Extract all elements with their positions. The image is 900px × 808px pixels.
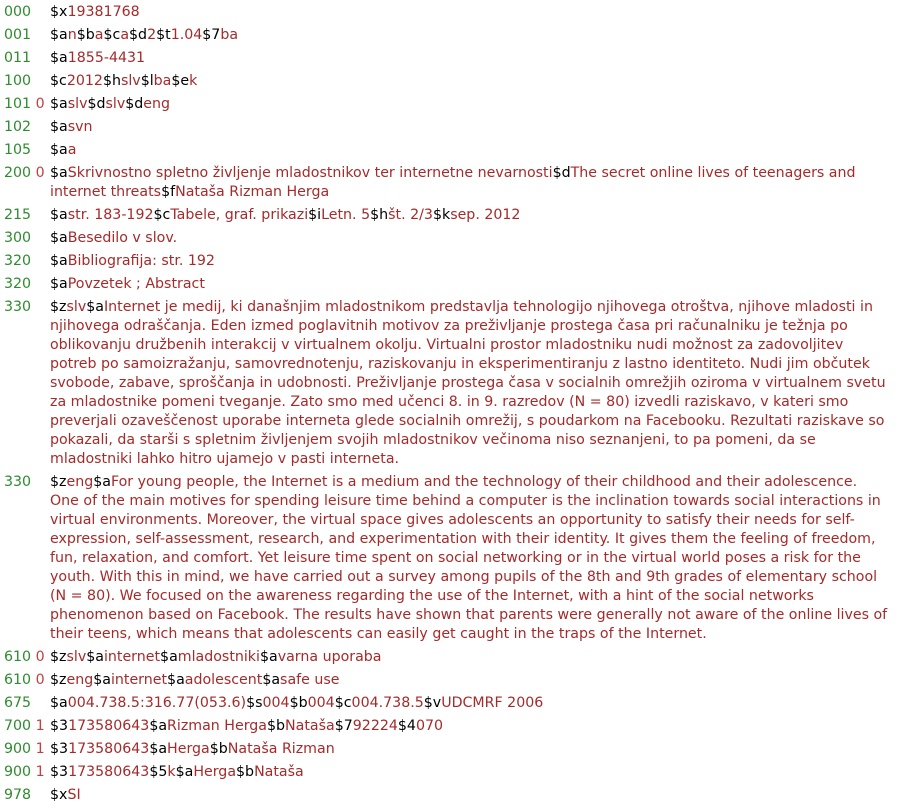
marc-field-row xyxy=(0,164,900,202)
marc-field-row xyxy=(0,275,900,294)
field-tag-number: 200 xyxy=(4,165,32,181)
subfield-value: Povzetek ; Abstract xyxy=(67,276,205,292)
subfield-value: št. 2/3 xyxy=(388,207,433,223)
subfield-value: Herga xyxy=(193,764,237,780)
subfield-value: 1.04 xyxy=(170,27,203,43)
subfield-value: sep. 2012 xyxy=(450,207,521,223)
subfield-code: $a xyxy=(160,649,178,665)
subfield-code: $b xyxy=(236,764,255,780)
subfield-code: $b xyxy=(209,741,228,757)
subfield-code: $v xyxy=(423,695,442,711)
subfield-value: varna uporaba xyxy=(277,649,382,665)
subfield-code: $z xyxy=(50,649,67,665)
subfield-code: $k xyxy=(432,207,451,223)
marc-field-row xyxy=(0,648,900,667)
marc-field-row xyxy=(0,717,900,736)
subfield-value: k xyxy=(189,73,198,89)
field-tag xyxy=(0,95,50,114)
subfield-code: $d xyxy=(552,165,571,181)
subfield-code: $b xyxy=(267,718,286,734)
subfield-value: eng xyxy=(143,96,171,112)
field-content xyxy=(50,72,900,91)
field-indicator: 0 xyxy=(31,165,45,181)
field-tag-number: 610 xyxy=(4,672,32,688)
subfield-value: slv xyxy=(67,96,88,112)
field-tag-number: 011 xyxy=(4,50,32,66)
marc-field-row xyxy=(0,694,900,713)
marc-field-row xyxy=(0,740,900,759)
field-content xyxy=(50,49,900,68)
subfield-code: $a xyxy=(259,649,278,665)
subfield-value: n xyxy=(67,27,77,43)
marc-field-row xyxy=(0,26,900,45)
field-content xyxy=(50,118,900,137)
subfield-code: $h xyxy=(370,207,389,223)
subfield-code: $c xyxy=(153,207,171,223)
field-tag xyxy=(0,786,50,805)
field-tag xyxy=(0,763,50,782)
field-tag-number: 300 xyxy=(4,230,32,246)
subfield-code: $a xyxy=(50,142,68,158)
field-tag-number: 100 xyxy=(4,73,32,89)
field-indicator: 1 xyxy=(31,764,45,780)
subfield-value: ba xyxy=(153,73,172,89)
subfield-value: str. 183-192 xyxy=(67,207,154,223)
subfield-code: $s xyxy=(246,695,263,711)
field-tag-number: 320 xyxy=(4,253,32,269)
field-content xyxy=(50,763,900,782)
subfield-value: 070 xyxy=(415,718,444,734)
subfield-value: 173580643 xyxy=(68,741,150,757)
field-tag xyxy=(0,740,50,759)
field-indicator: 0 xyxy=(31,96,45,112)
field-tag xyxy=(0,694,50,713)
subfield-value: a xyxy=(67,142,77,158)
field-tag-number: 675 xyxy=(4,695,32,711)
subfield-value: Internet je medij, ki današnjim mladostnikom predstavlja tehnologijo njihovega otroštva, njihove mladosti in njihovega odraščanja. Eden izmed poglavitnih motivov za preživljanje prostega časa pri računalniku je težnja po oblikovanju družbenih interakcij v virtualnem okolju. Virtualni prostor mladostniku nudi možnost za zadovoljitev potreb po samoizražanju, samovrednotenju, raziskovanju in eksperimentiranju z lastno identiteto. Nudi jim občutek svobode, zabave, sproščanja in udobnosti. Preživljanje prostega časa v socialnih omrežjih oziroma v virtualnem svetu za mladostnike pomeni tveganje. Zato smo med učenci 8. in 9. razredov (N = 80) izvedli raziskavo, v kateri smo preverjali ozaveščenost uporabe interneta glede socialnih omrežij, s poudarkom na Facebooku. Rezultati raziskave so pokazali, da starši s spletnim življenjem svojih mladostnikov večinoma niso seznanjeni, to pa pomeni, da se mladostniki lahko hitro ujamejo v pasti interneta. xyxy=(50,299,886,467)
field-tag-number: 330 xyxy=(4,299,32,315)
subfield-value: ba xyxy=(220,27,239,43)
subfield-code: $c xyxy=(50,73,67,89)
subfield-value: Skrivnostno spletno življenje mladostnikov ter internetne nevarnosti xyxy=(67,165,553,181)
field-tag xyxy=(0,298,50,317)
subfield-code: $3 xyxy=(50,718,69,734)
field-content xyxy=(50,252,900,271)
subfield-code: $a xyxy=(86,299,104,315)
subfield-code: $a xyxy=(86,649,104,665)
field-content xyxy=(50,473,900,644)
field-indicator: 1 xyxy=(31,718,45,734)
subfield-value: 173580643 xyxy=(68,764,150,780)
subfield-value: a xyxy=(120,27,130,43)
subfield-code: $c xyxy=(334,695,352,711)
field-tag-number: 102 xyxy=(4,119,32,135)
subfield-code: $3 xyxy=(50,741,69,757)
subfield-value: Rizman Herga xyxy=(167,718,267,734)
subfield-code: $3 xyxy=(50,764,69,780)
field-tag xyxy=(0,49,50,68)
subfield-code: $h xyxy=(102,73,121,89)
field-tag-number: 610 xyxy=(4,649,32,665)
field-content xyxy=(50,26,900,45)
subfield-value: 19381768 xyxy=(67,4,140,20)
marc-field-row xyxy=(0,671,900,690)
subfield-value: Nataša xyxy=(285,718,335,734)
subfield-code: $x xyxy=(50,4,68,20)
field-tag xyxy=(0,206,50,225)
subfield-value: internet xyxy=(103,649,161,665)
field-content xyxy=(50,717,900,736)
field-tag xyxy=(0,26,50,45)
subfield-code: $7 xyxy=(202,27,221,43)
subfield-value: k xyxy=(167,764,176,780)
field-tag-number: 330 xyxy=(4,474,32,490)
subfield-value: 2012 xyxy=(66,73,103,89)
subfield-value: Nataša Rizman Herga xyxy=(175,184,330,200)
subfield-value: 004.738.5 xyxy=(351,695,424,711)
field-tag xyxy=(0,717,50,736)
subfield-code: $l xyxy=(140,73,154,89)
subfield-code: $a xyxy=(50,119,68,135)
marc-field-row xyxy=(0,118,900,137)
field-content xyxy=(50,141,900,160)
field-indicator: 0 xyxy=(31,672,45,688)
field-tag-number: 105 xyxy=(4,142,32,158)
field-indicator: 0 xyxy=(31,649,45,665)
field-tag xyxy=(0,141,50,160)
subfield-code: $a xyxy=(50,695,68,711)
subfield-code: $t xyxy=(156,27,171,43)
subfield-value: 173580643 xyxy=(68,718,150,734)
subfield-value: UDCMRF 2006 xyxy=(441,695,544,711)
subfield-value: slv xyxy=(120,73,141,89)
subfield-value: adolescent xyxy=(184,672,263,688)
marc-field-row xyxy=(0,3,900,22)
subfield-value: 1855-4431 xyxy=(67,50,146,66)
subfield-value: slv xyxy=(66,649,87,665)
subfield-code: $a xyxy=(167,672,185,688)
marc-field-row xyxy=(0,786,900,805)
subfield-code: $7 xyxy=(334,718,353,734)
subfield-code: $a xyxy=(50,230,68,246)
field-content xyxy=(50,206,900,225)
marc-field-row xyxy=(0,141,900,160)
subfield-value: svn xyxy=(67,119,93,135)
field-tag xyxy=(0,72,50,91)
subfield-code: $i xyxy=(308,207,322,223)
field-tag-number: 000 xyxy=(4,4,32,20)
field-content xyxy=(50,671,900,690)
subfield-code: $e xyxy=(171,73,190,89)
subfield-code: $b xyxy=(289,695,308,711)
subfield-value: Herga xyxy=(167,741,210,757)
subfield-value: Besedilo v slov. xyxy=(67,230,178,246)
field-tag-number: 320 xyxy=(4,276,32,292)
field-tag xyxy=(0,473,50,492)
field-tag-number: 700 xyxy=(4,718,32,734)
field-tag xyxy=(0,275,50,294)
subfield-code: $a xyxy=(262,672,281,688)
subfield-code: $a xyxy=(50,50,68,66)
subfield-value: 004 xyxy=(262,695,290,711)
field-content xyxy=(50,275,900,294)
subfield-value: Letn. 5 xyxy=(321,207,371,223)
subfield-value: safe use xyxy=(280,672,340,688)
subfield-code: $a xyxy=(50,207,68,223)
subfield-value: eng xyxy=(66,672,94,688)
marc-field-row xyxy=(0,763,900,782)
subfield-code: $a xyxy=(149,741,168,757)
subfield-code: $a xyxy=(50,165,68,181)
field-tag-number: 978 xyxy=(4,787,32,803)
field-tag-number: 101 xyxy=(4,96,32,112)
subfield-code: $c xyxy=(103,27,121,43)
marc-field-row xyxy=(0,298,900,469)
subfield-value: 004 xyxy=(307,695,335,711)
marc-field-row xyxy=(0,95,900,114)
subfield-code: $a xyxy=(50,27,68,43)
subfield-code: $a xyxy=(93,672,111,688)
subfield-code: $z xyxy=(50,299,67,315)
subfield-code: $a xyxy=(93,474,111,490)
subfield-code: $z xyxy=(50,672,67,688)
subfield-code: $a xyxy=(50,276,68,292)
field-tag xyxy=(0,3,50,22)
field-content xyxy=(50,229,900,248)
field-tag xyxy=(0,648,50,667)
field-content xyxy=(50,740,900,759)
subfield-value: Nataša xyxy=(254,764,304,780)
subfield-code: $d xyxy=(129,27,148,43)
field-tag xyxy=(0,164,50,183)
subfield-code: $b xyxy=(76,27,95,43)
subfield-value: eng xyxy=(66,474,94,490)
subfield-code: $4 xyxy=(397,718,416,734)
subfield-value: Nataša Rizman xyxy=(227,741,335,757)
field-tag-number: 001 xyxy=(4,27,32,43)
field-content xyxy=(50,786,900,805)
subfield-value: The secret online lives of teenagers and internet threats xyxy=(50,165,856,200)
subfield-code: $a xyxy=(50,253,68,269)
subfield-value: 004.738.5:316.77(053.6) xyxy=(67,695,247,711)
field-indicator: 1 xyxy=(31,741,45,757)
subfield-value: Tabele, graf. prikazi xyxy=(170,207,309,223)
marc-field-row xyxy=(0,206,900,225)
field-tag xyxy=(0,252,50,271)
marc-field-row xyxy=(0,229,900,248)
subfield-code: $f xyxy=(161,184,176,200)
subfield-code: $5 xyxy=(149,764,168,780)
field-content xyxy=(50,694,900,713)
subfield-value: slv xyxy=(66,299,87,315)
field-content xyxy=(50,648,900,667)
subfield-value: For young people, the Internet is a medium and the technology of their childhood and their adolescence. One of the main motives for spending leisure time behind a computer is the inclination towards social interactions in virtual environments. Moreover, the virtual space gives adolescents an opportunity to satisfy their needs for self-expression, self-assessment, research, and experimentation with their identity. It gives them the feeling of freedom, fun, relaxation, and comfort. Yet leisure time spent on social networking or in the virtual world poses a risk for the youth. With this in mind, we have carried out a survey among pupils of the 8th and 9th grades of elementary school (N = 80). We focused on the awareness regarding the use of the Internet, with a hint of the social networks phenomenon based on Facebook. The results have shown that parents were generally not aware of the online lives of their teens, which means that adolescents can easily get caught in the traps of the Internet. xyxy=(50,474,888,642)
subfield-code: $z xyxy=(50,474,67,490)
field-tag-number: 900 xyxy=(4,764,32,780)
subfield-value: internet xyxy=(110,672,168,688)
field-tag xyxy=(0,118,50,137)
subfield-code: $d xyxy=(125,96,144,112)
field-content xyxy=(50,3,900,22)
subfield-value: 92224 xyxy=(352,718,398,734)
field-content xyxy=(50,95,900,114)
field-tag xyxy=(0,229,50,248)
subfield-value: a xyxy=(94,27,104,43)
field-tag-number: 900 xyxy=(4,741,32,757)
subfield-code: $x xyxy=(50,787,68,803)
subfield-code: $a xyxy=(175,764,194,780)
marc-field-row xyxy=(0,252,900,271)
field-content xyxy=(50,298,900,469)
subfield-code: $a xyxy=(149,718,168,734)
subfield-value: 2 xyxy=(147,27,157,43)
marc-field-row xyxy=(0,473,900,644)
subfield-value: mladostniki xyxy=(177,649,260,665)
field-tag xyxy=(0,671,50,690)
marc-field-row xyxy=(0,49,900,68)
subfield-value: Bibliografija: str. 192 xyxy=(67,253,215,269)
field-tag-number: 215 xyxy=(4,207,32,223)
subfield-code: $d xyxy=(87,96,106,112)
subfield-value: SI xyxy=(67,787,81,803)
marc-field-row xyxy=(0,72,900,91)
subfield-code: $a xyxy=(50,96,68,112)
subfield-value: slv xyxy=(105,96,126,112)
field-content xyxy=(50,164,900,202)
